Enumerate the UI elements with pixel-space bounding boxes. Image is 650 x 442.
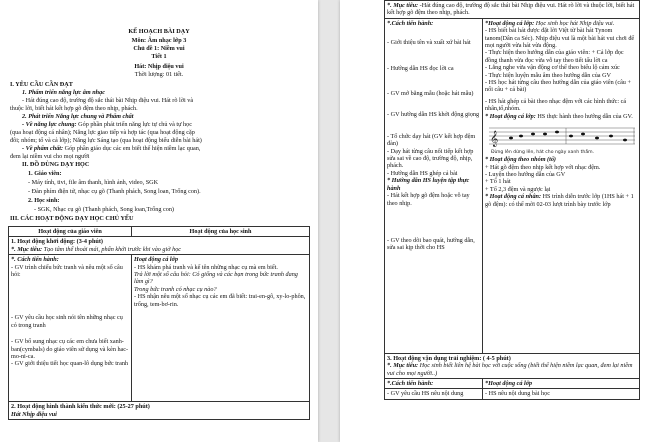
activity-table-continued <box>384 0 640 400</box>
document-page-1 <box>0 0 318 442</box>
text-line <box>22 145 200 152</box>
table-header-cell: Hoạt động của học sinh <box>132 227 310 237</box>
goal-line <box>11 246 307 253</box>
music-staff-image <box>487 122 637 156</box>
table-header-row <box>9 227 310 237</box>
cell-text: - HS học hát từng câu theo hướng dẫn của giáo viên (câu + nối câu + cả bài) <box>485 79 631 94</box>
table-cell <box>132 255 310 402</box>
method-label: *. Cách tiến hành: <box>11 256 59 264</box>
cell-text: * Hướng dẫn HS luyện tập thực hành <box>387 177 470 192</box>
table-row <box>385 1 640 19</box>
cell-text: - GV bổ sung nhạc cụ các em chưa biết xanh-ban(cymbals) do giáo viên sử dụng và kèn hac-mo-ni-ca. <box>11 338 129 361</box>
text-span: Học sinh học hát Nhịp điệu vui. <box>534 19 615 27</box>
cell-text: - Tổ chức dạy hát (GV kết hợp đệm đàn) <box>387 132 476 148</box>
table-cell: *.Cách tiến hành: <box>385 379 483 389</box>
subheading-1: 1. Phẩm triển năng lực âm nhạc <box>22 89 105 96</box>
table-cell <box>9 255 132 402</box>
text-line: đem lại niềm vui cho mọi người <box>10 153 90 160</box>
cell-text: - GV hướng dẫn HS khởi động giọng <box>387 111 480 119</box>
section-heading-3: III. CÁC HOẠT ĐỘNG DẠY HỌC CHỦ YẾU <box>10 215 134 222</box>
text-span: Học sinh biết liên hệ bài học với cuộc sống (biết thể hiện niềm lạc quan, đem lại niềm vui cho mọi người..) <box>387 362 633 377</box>
cell-text: - Hướng dẫn HS đọc lời ca <box>387 64 454 72</box>
lesson-number: Tiết 1 <box>151 53 167 60</box>
cell-text: Trả lời một số câu hỏi: Có giống và các bạn trong bức tranh đang làm gì? <box>134 271 298 286</box>
subheading-4: 2. Học sinh: <box>28 197 60 204</box>
table-cell <box>385 353 640 378</box>
section-heading-2: II. ĐỒ DÙNG DẠY HỌC <box>22 161 90 168</box>
method-label <box>485 20 637 27</box>
activity-heading: 2. Hoạt động hình thành kiến thức mới: (25-27 phút) <box>11 403 150 411</box>
cell-text: - Luyện theo hướng dẫn của GV <box>485 170 566 178</box>
cell-text: - HS hát ghép cả bài theo nhạc đệm với các hình thức: cá nhân,tổ,nhóm. <box>485 97 627 113</box>
svg-text:𝄞: 𝄞 <box>490 131 499 148</box>
lead-text: - Về phẩm chất: <box>22 145 64 152</box>
table-row <box>9 255 310 402</box>
cell-text: + Hát gõ đệm theo nhịp kết hợp với nhạc đệm. <box>485 163 601 171</box>
cell-text: Trong bức tranh có nhạc cụ nào? <box>134 285 217 293</box>
cell-text: - GV giới thiệu tiết học quan-lô dụng bức tranh <box>11 360 129 368</box>
text-line: - Máy tính, tivi, file âm thanh, hình ảnh, video, SGK <box>28 179 159 186</box>
cell-text: - HS biết bài hát được đặt lời Việt từ bài hát Tynom tanom(Dân ca Séc). Nhịp điệu vui là một bài hát vui chơi để mọi người vừa hát vừa động. <box>485 27 635 50</box>
cell-text: - Thực hiện luyện mẫu âm theo hướng dẫn của GV <box>485 71 612 79</box>
table-cell <box>385 1 640 19</box>
topic-line: Chủ đề 1: Niềm vui <box>133 45 185 52</box>
text-line: - Hát đúng cao độ, trường độ sắc thái bài Nhịp điệu vui. Hát rõ lời và <box>22 97 194 104</box>
table-cell: - HS nêu nội dung bài học <box>483 389 640 399</box>
lead-text: *. Mục tiêu: <box>387 362 419 370</box>
text-line <box>22 121 192 128</box>
table-row <box>9 402 310 420</box>
text-line: - SGK, Nhạc cụ gõ (Thanh phách, Song loan,Trống con) <box>34 206 174 213</box>
activity-heading: 3. Hoạt động vận dụng trải nghiệm: ( 4-5 phút) <box>387 354 511 362</box>
table-header-cell: Hoạt động của giáo viên <box>9 227 132 237</box>
goal-line <box>387 362 637 377</box>
text-span: Góp phần phát triển năng lực tự chủ và tự học <box>76 121 192 128</box>
table-row <box>385 389 640 399</box>
table-cell <box>385 18 483 353</box>
cell-text <box>485 113 637 120</box>
subject-line: Môn: Âm nhạc lớp 3 <box>131 37 187 44</box>
table-row <box>385 353 640 378</box>
cell-text: - HS khám phá tranh và kể tên những nhạc cụ mà em biết. <box>134 263 278 271</box>
table-row <box>385 379 640 389</box>
cell-text: - Thực hiện theo hướng dẫn của giáo viên: + Cả lớp đọc đồng thanh vừa đọc vừa vỗ tay theo tiết tấu lời ca <box>485 49 624 64</box>
text-line: (qua hoạt động cá nhân); Năng lực giao tiếp và hợp tác (qua hoạt động cặp <box>10 129 195 136</box>
cell-text: - GV mở băng mẫu (hoặc hát mẫu) <box>387 90 474 98</box>
lead-text: *. Mục tiêu: <box>11 245 43 253</box>
goal-line <box>387 2 637 17</box>
table-cell <box>9 237 310 255</box>
text-line: thuộc lời, biết hát kết hợp gõ đệm theo nhịp, phách. <box>10 105 138 112</box>
duration-line: Thời lượng: 01 tiết. <box>134 71 184 78</box>
lead-text: *Hoạt động cá lớp: <box>485 19 535 27</box>
activity-table <box>8 226 310 420</box>
cell-text: - Giới thiệu tên và xuất xứ bài hát <box>387 39 471 47</box>
table-cell <box>9 402 310 420</box>
text-span: Góp phần giáo dục các em biết thể hiện niềm lạc quan, <box>63 145 201 152</box>
song-line: Hát: Nhịp điệu vui <box>134 63 184 70</box>
lead-text: - Về năng lực chung: <box>22 121 77 128</box>
text-span: HS thực hành theo hướng dẫn của GV. <box>535 112 633 120</box>
cell-text: + Tổ 2,3 đệm và ngược lại <box>485 185 551 193</box>
cell-text: - Lắng nghe vừa vận động cơ thể theo biểu lộ cảm xúc <box>485 64 620 72</box>
lead-text: * Hoạt động cá lớp: <box>485 112 536 120</box>
lesson-title: KẾ HOẠCH BÀI DẠY <box>128 28 190 35</box>
text-line: - Đàn phím điện tử, nhạc cụ gõ (Thanh phách, Song loan, Trống con). <box>28 188 201 195</box>
table-row <box>385 18 640 353</box>
cell-text: - Hát kết hợp gõ đệm hoặc vỗ tay theo nhịp. <box>387 192 470 207</box>
cell-text: - Dạy hát từng câu nối tiếp kết hợp sửa sai về cao độ, trường độ, nhịp, phách. <box>387 147 474 170</box>
cell-text: - Hướng dẫn HS ghép cả bài <box>387 169 458 177</box>
text-line: đôi; nhóm; tổ và cả lớp); Năng lực Sáng tạo (qua hoạt động biểu diễn bài hát) <box>10 137 202 144</box>
section-heading-1: I. YÊU CẦU CẦN ĐẠT <box>10 81 73 88</box>
text-span: Tạo tâm thế thoải mái, phấn khởi trước khi vào giờ học <box>42 245 182 253</box>
text-span: -Hát đúng cao độ, trường độ sắc thái bài Nhịp điệu vui. Hát rõ lời và thuộc lời, biết hát kết hợp gõ đệm theo nhịp, phách. <box>387 2 635 17</box>
text-span: HS trình diễn trước lớp (1HS hát + 1 gõ đệm): có thể mời 02-03 lượt trình bày trước lớp <box>485 193 634 208</box>
table-row <box>9 237 310 255</box>
page-gap <box>318 0 340 442</box>
method-label: Hoạt động cá lớp <box>134 256 179 264</box>
lead-text: *. Mục tiêu: <box>387 2 419 9</box>
staff-lyric: Đừng lên dừng lên, hát cho ngày xanh thắm. <box>491 150 595 156</box>
cell-text: - HS nhận nêu một số nhạc cụ các em đã biết: trai-en-gô, xy-lo-phôn, trống, tem-bơ-rin. <box>134 293 306 308</box>
cell-text: - GV yêu cầu học sinh nói tên những nhạc cụ có trong tranh <box>11 314 123 329</box>
cell-text: * Hoạt động theo nhóm (tổ) <box>485 156 556 164</box>
table-cell <box>483 18 640 353</box>
cell-text: + Tổ 1 hát <box>485 178 511 186</box>
subheading-3: 1. Giáo viên: <box>28 170 62 177</box>
subheading-2: 2. Phát triển Năng lực chung và Phẩm chất <box>22 113 134 120</box>
method-label: *.Cách tiến hành: <box>387 19 434 27</box>
document-page-2 <box>340 0 650 442</box>
cell-text: - GV theo dõi bao quát, hướng dẫn, sửa sai kịp thời cho HS <box>387 236 475 252</box>
activity-subheading: Hát Nhịp điệu vui <box>11 410 57 418</box>
activity-heading: 1. Hoạt động khởi động: (3-4 phút) <box>11 238 103 246</box>
table-cell: - GV yêu cầu HS nêu nội dung <box>385 389 483 399</box>
table-cell: *Hoạt động cá lớp <box>483 379 640 389</box>
lead-text: * Hoạt động cá nhân: <box>485 193 542 201</box>
cell-text: - GV trình chiếu bức tranh và nêu một số câu hỏi: <box>11 263 123 279</box>
cell-text <box>485 193 637 208</box>
